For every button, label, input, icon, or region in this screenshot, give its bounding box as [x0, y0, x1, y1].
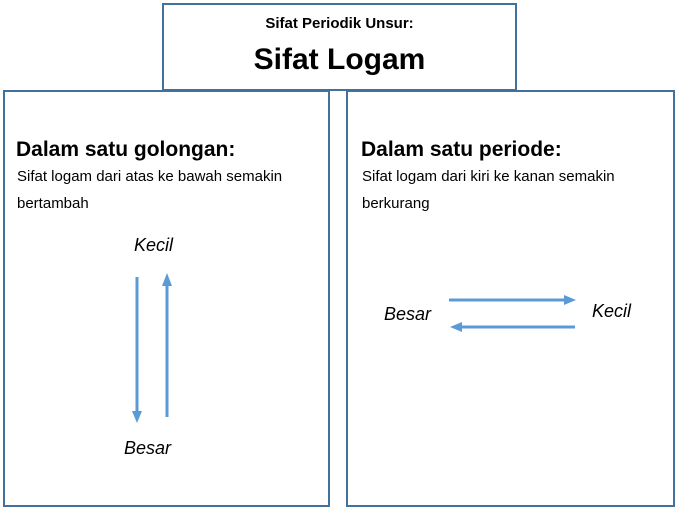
- period-arrows: [348, 92, 677, 509]
- group-description: Sifat logam dari atas ke bawah semakin bertambah: [17, 168, 283, 212]
- group-heading: Dalam satu golongan:: [16, 138, 236, 161]
- group-panel: [3, 90, 330, 507]
- arrow-left-icon: [450, 322, 575, 332]
- group-top-label: Kecil: [134, 235, 174, 255]
- diagram-subtitle: Sifat Periodik Unsur:: [265, 15, 414, 32]
- period-heading: Dalam satu periode:: [361, 138, 562, 161]
- group-bottom-label: Besar: [124, 438, 172, 458]
- period-right-label: Kecil: [592, 301, 632, 321]
- arrow-up-icon: [162, 273, 172, 417]
- group-arrows: [5, 92, 332, 509]
- diagram-title: Sifat Logam: [253, 43, 426, 76]
- arrow-down-icon: [132, 277, 142, 423]
- period-panel: [346, 90, 675, 507]
- title-box: [162, 3, 517, 91]
- period-left-label: Besar: [384, 304, 432, 324]
- period-description: Sifat logam dari kiri ke kanan semakin berkurang: [362, 168, 615, 212]
- arrow-right-icon: [449, 295, 576, 305]
